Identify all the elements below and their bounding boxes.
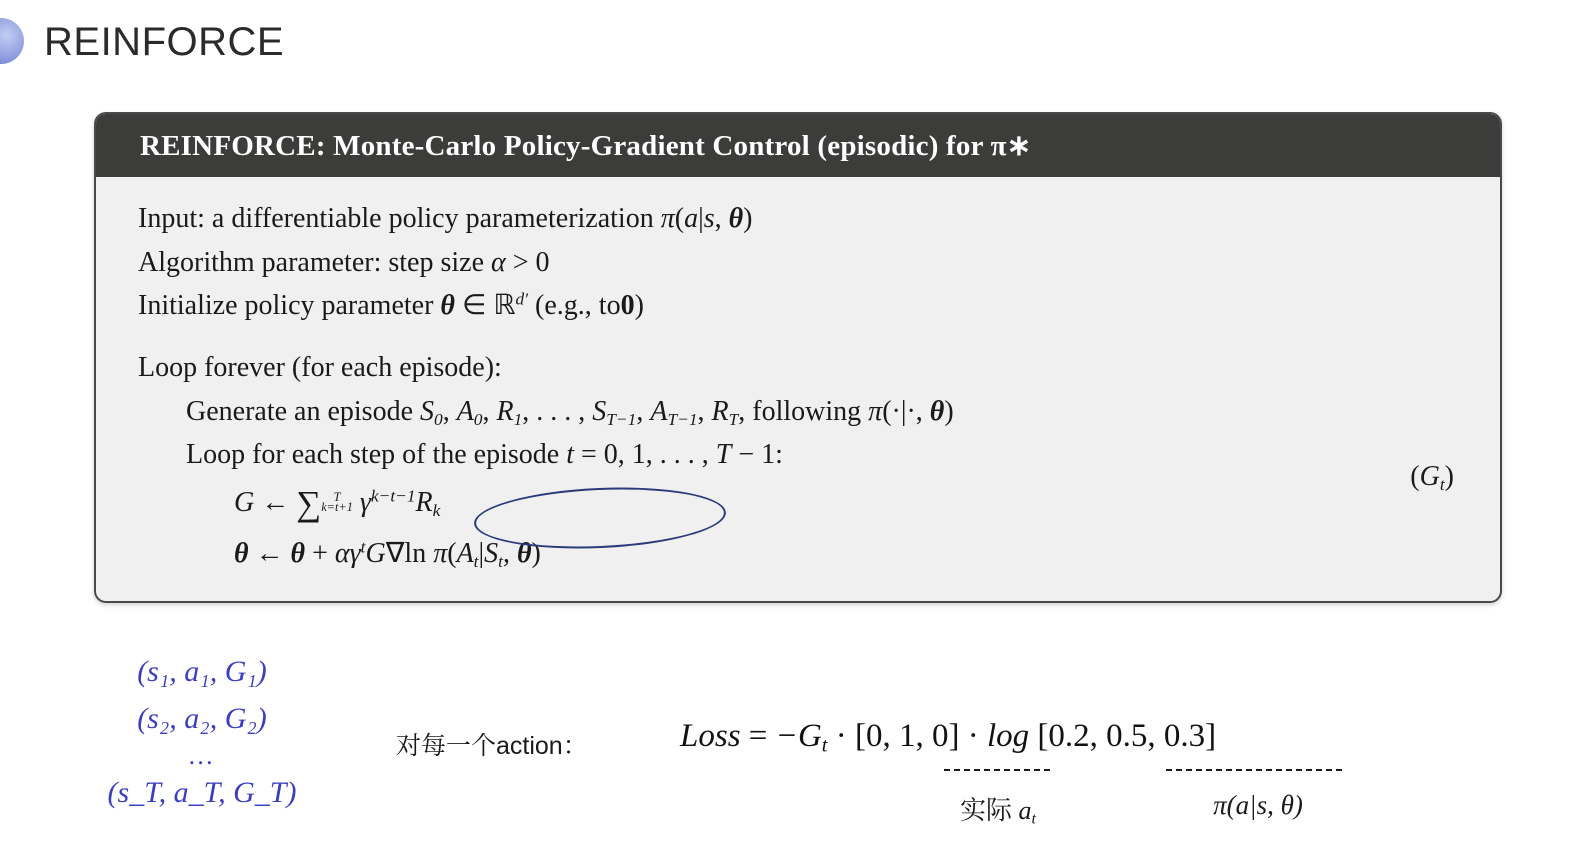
initialize-formula: θ ∈ ℝ$^{d'}$	[440, 289, 529, 322]
underline-onehot	[944, 769, 1050, 771]
list-item-ellipsis: …	[189, 740, 215, 770]
algorithm-line-loop-step	[138, 433, 1500, 477]
algorithm-line-return-update	[138, 477, 1500, 532]
spacer	[138, 328, 1500, 346]
input-formula: π(a|s, θ)	[660, 203, 753, 234]
generate-policy: π(·|·, θ)	[868, 395, 954, 427]
input-label: Input:	[138, 203, 205, 234]
algorithm-line-theta-update	[138, 532, 1500, 576]
loss-log: log	[986, 718, 1030, 754]
initialize-label: Initialize policy parameter	[138, 290, 434, 322]
g-formula: ← ∑ T k=t+1 $\gamma^{k-t-1}R_k$	[261, 484, 441, 524]
theta-formula: ← $\theta + \alpha\gamma^tG\nabla\ln$ $\pi(A_t|S_t$, θ)	[255, 537, 541, 571]
list-item: (s_T, a_T, G_T)	[107, 775, 297, 809]
underline-probs	[1166, 769, 1342, 771]
loss-dot-1: ·	[835, 718, 847, 754]
onehot-caption	[928, 790, 1068, 829]
decorative-dot	[0, 18, 24, 64]
algorithm-line-input	[138, 197, 1500, 241]
return-side-note: $(G_t)$	[1410, 461, 1454, 494]
probs-caption	[1172, 790, 1344, 821]
per-action-label: 对每一个action：	[396, 732, 588, 760]
generate-formula: $S_0$, $A_0$, $R_1$, . . . , $S_{T-1}$, $A_{T-1}$, $R_T$,	[420, 395, 746, 429]
parameter-text: step size	[388, 246, 484, 278]
initialize-zero: 0)	[620, 290, 644, 322]
algorithm-line-initialize	[138, 284, 1500, 328]
loss-equals: =	[748, 718, 768, 754]
loss-equation	[680, 718, 1216, 758]
page-title: REINFORCE	[44, 20, 285, 64]
algorithm-body	[96, 177, 1500, 601]
initialize-text: (e.g., to	[535, 290, 621, 322]
parameter-label: Algorithm parameter:	[138, 246, 382, 278]
algorithm-line-parameter	[138, 241, 1500, 285]
input-text: a differentiable policy parameterization	[211, 203, 654, 234]
loss-lhs: Loss	[680, 718, 741, 754]
generate-tail: following	[752, 395, 862, 427]
theta-symbol: θ	[234, 537, 249, 569]
parameter-formula: α > 0	[491, 246, 550, 278]
loop-step-formula: t = 0, 1, . . . , T − 1:	[566, 439, 783, 471]
loss-prob-vector: [0.2, 0.5, 0.3]	[1037, 718, 1217, 754]
onehot-caption-symbol: $a_t$	[1018, 796, 1036, 828]
loss-onehot-vector: [0, 1, 0]	[854, 718, 960, 754]
algorithm-box	[94, 112, 1502, 603]
algorithm-header: REINFORCE: Monte-Carlo Policy-Gradient Control (episodic) for π∗	[96, 114, 1500, 177]
probs-caption-formula: π(a|s, θ)	[1213, 790, 1303, 820]
trajectory-list	[100, 648, 304, 816]
algorithm-line-generate-episode	[138, 390, 1500, 434]
loss-minus-g: $-G_t$	[775, 718, 828, 757]
onehot-caption-cn: 实际	[960, 796, 1013, 825]
loss-dot-2: ·	[967, 718, 979, 754]
algorithm-line-loop-forever: Loop forever (for each episode):	[138, 352, 502, 384]
generate-label: Generate an episode	[186, 395, 413, 427]
list-item: (s₂, a₂, G₂)	[137, 702, 267, 736]
loop-step-label: Loop for each step of the episode	[186, 439, 560, 471]
list-item: (s₁, a₁, G₁)	[137, 655, 267, 688]
g-symbol: G	[234, 486, 255, 518]
